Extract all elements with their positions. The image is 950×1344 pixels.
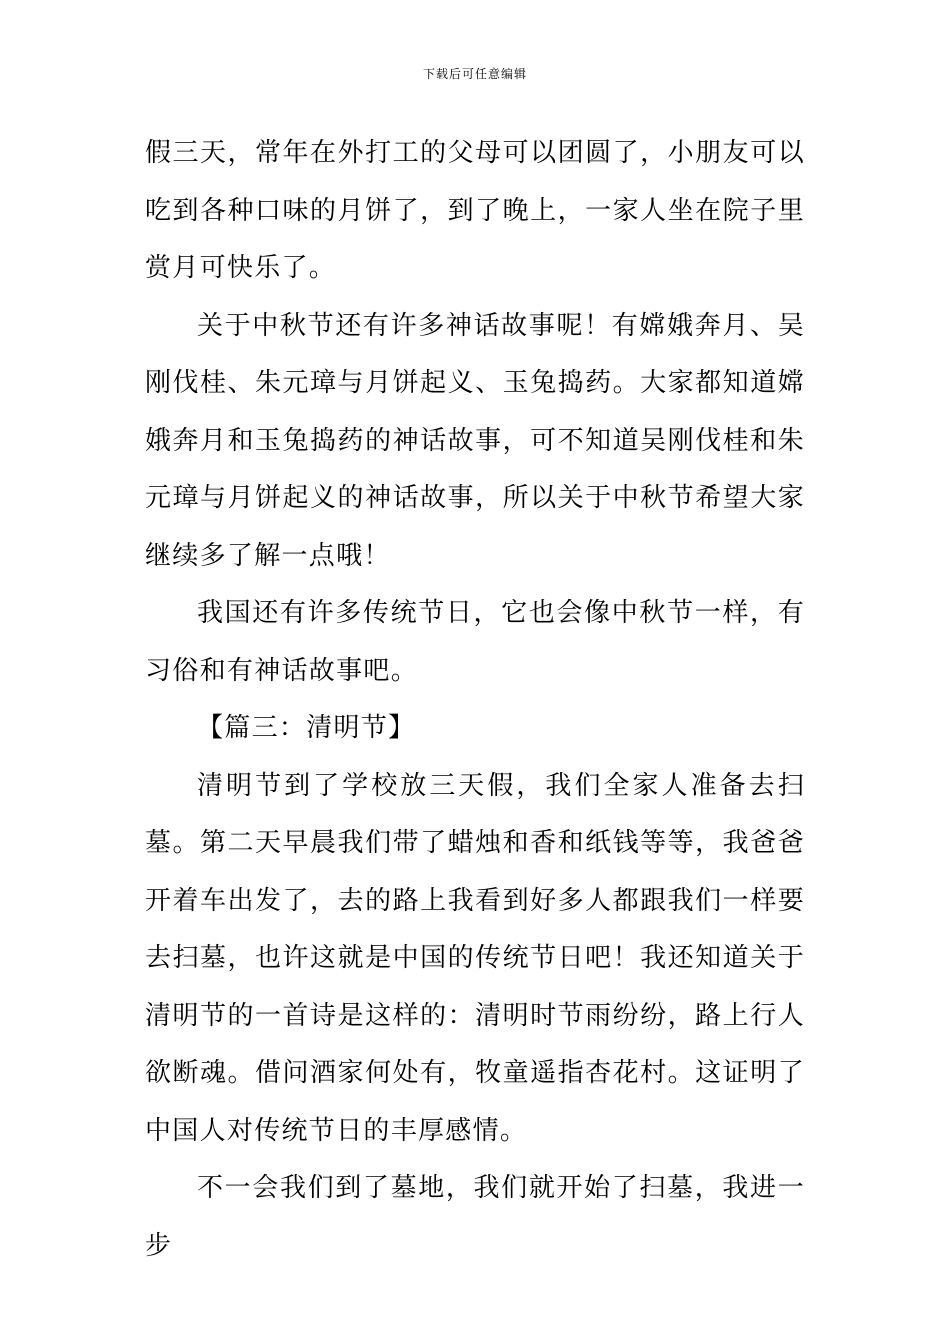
paragraph-traditional-festivals: 我国还有许多传统节日，它也会像中秋节一样，有习俗和有神话故事吧。 — [145, 598, 805, 686]
paragraph-qingming: 清明节到了学校放三天假，我们全家人准备去扫墓。第二天早晨我们带了蜡烛和香和纸钱等等，我爸爸开着车出发了，去的路上我看到好多人都跟我们一样要去扫墓，也许这就是中国的传统节日吧！我还知道关于清明节的一首诗是这样的：清明时节雨纷纷，路上行人欲断魂。借问酒家何处有，牧童遥指杏花村。这证明了中国人对传统节日的丰厚感情。 — [145, 770, 805, 1146]
paragraph-mid-autumn-myths: 关于中秋节还有许多神话故事呢！有嫦娥奔月、吴刚伐桂、朱元璋与月饼起义、玉兔捣药。大家都知道嫦娥奔月和玉兔捣药的神话故事，可不知道吴刚伐桂和朱元璋与月饼起义的神话故事，所以关于中秋节希望大家继续多了解一点哦！ — [145, 310, 805, 571]
header-note: 下载后可任意编辑 — [422, 67, 527, 81]
section-heading-qingming: 【篇三：清明节】 — [197, 713, 416, 743]
paragraph-continuation: 假三天，常年在外打工的父母可以团圆了，小朋友可以吃到各种口味的月饼了，到了晚上，一家人坐在院子里赏月可快乐了。 — [145, 138, 805, 283]
paragraph-tomb-sweeping: 不一会我们到了墓地，我们就开始了扫墓，我进一步 — [145, 1173, 805, 1261]
document-body — [145, 125, 805, 1275]
